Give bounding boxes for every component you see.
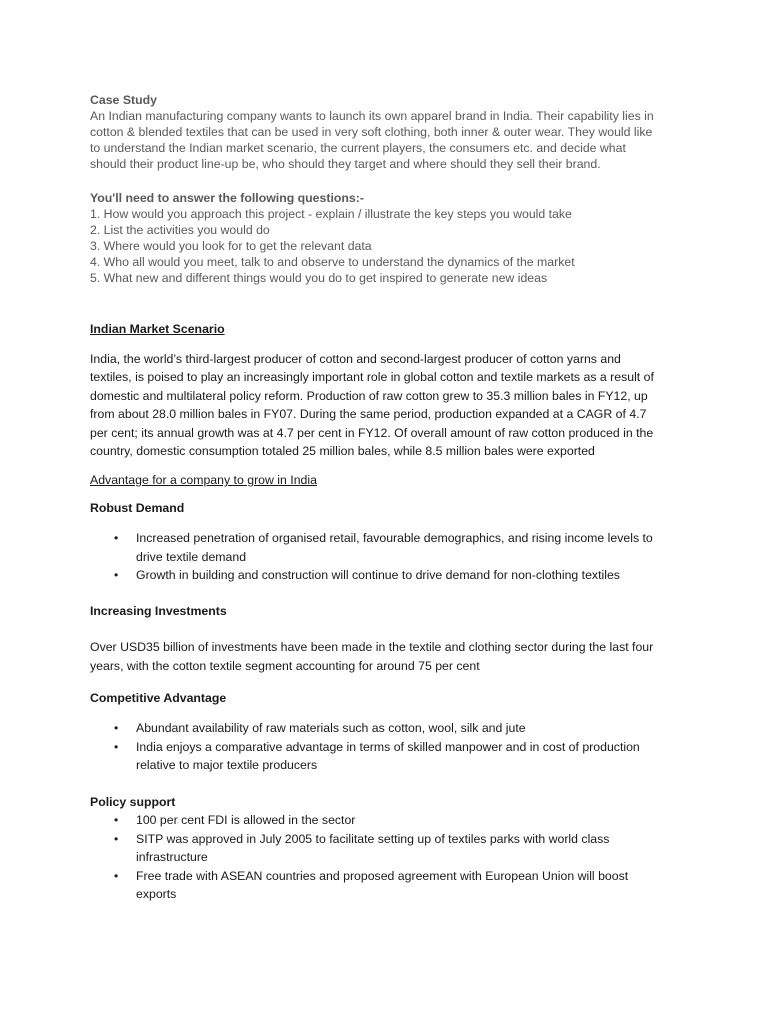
- list-item-line: infrastructure: [136, 850, 208, 864]
- policy-support-list: [90, 811, 690, 904]
- bullet-icon: •: [114, 868, 119, 883]
- list-item-line: 100 per cent FDI is allowed in the sector: [136, 813, 356, 827]
- market-paragraph-line: per cent; its annual growth was at 4.7 per cent in FY12. Of overall amount of raw cotton produced in the: [90, 425, 654, 440]
- bullet-icon: •: [114, 531, 119, 545]
- case-study-line: should their product line-up be, who should they target and where should they sell their brand.: [90, 157, 601, 171]
- bullet-icon: •: [114, 813, 119, 827]
- market-scenario-section: [90, 320, 690, 461]
- advantage-heading: Advantage for a company to grow in India: [90, 473, 317, 487]
- list-item-line: India enjoys a comparative advantage in terms of skilled manpower and in cost of production: [136, 739, 640, 754]
- bullet-icon: •: [114, 831, 119, 846]
- competitive-advantage-heading: Competitive Advantage: [90, 691, 227, 705]
- market-paragraph-line: textiles, is poised to play an increasingly important role in global cotton and textile markets as a result of: [90, 370, 654, 384]
- list-item: [90, 719, 690, 738]
- investments-heading: Increasing Investments: [90, 604, 227, 618]
- list-item: [90, 566, 690, 585]
- list-item: [90, 811, 690, 830]
- list-item-line: Free trade with ASEAN countries and proposed agreement with European Union will boost: [136, 868, 629, 883]
- question-item: 4. Who all would you meet, talk to and observe to understand the dynamics of the market: [90, 255, 575, 269]
- bullet-icon: •: [114, 739, 119, 754]
- market-scenario-heading: Indian Market Scenario: [90, 322, 225, 336]
- market-paragraph-line: India, the world’s third-largest producer of cotton and second-largest producer of cotton yarns and: [90, 351, 621, 366]
- question-item: 5. What new and different things would you do to get inspired to generate new ideas: [90, 271, 548, 285]
- list-item-line: Growth in building and construction will continue to drive demand for non-clothing textiles: [136, 568, 620, 582]
- robust-demand-heading: Robust Demand: [90, 501, 185, 515]
- list-item-line: relative to major textile producers: [136, 758, 318, 772]
- robust-demand-list: [90, 529, 690, 585]
- bullet-icon: •: [114, 568, 119, 582]
- case-study-section: [90, 92, 690, 286]
- list-item-line: SITP was approved in July 2005 to facilitate setting up of textiles parks with world class: [136, 831, 610, 846]
- question-item: 1. How would you approach this project - explain / illustrate the key steps you would take: [90, 207, 572, 221]
- questions-heading: You'll need to answer the following questions:-: [90, 191, 364, 205]
- policy-support-heading: Policy support: [90, 795, 176, 809]
- list-item-line: Increased penetration of organised retail, favourable demographics, and rising income levels to: [136, 531, 653, 545]
- question-item: 2. List the activities you would do: [90, 223, 270, 237]
- case-study-line: to understand the Indian market scenario, the current players, the consumers etc. and decide what: [90, 141, 626, 155]
- list-item: [90, 867, 690, 904]
- bullet-icon: •: [114, 721, 119, 735]
- investments-line: years, with the cotton textile segment accounting for around 75 per cent: [90, 658, 480, 673]
- list-item: [90, 830, 690, 867]
- list-item: [90, 529, 690, 566]
- list-item-line: drive textile demand: [136, 549, 247, 564]
- market-paragraph-line: domestic and multilateral policy reform. Production of raw cotton grew to 35.3 million bales in FY12, up: [90, 388, 648, 403]
- competitive-advantage-list: [90, 719, 690, 775]
- list-item-line: exports: [136, 887, 177, 901]
- investments-paragraph: [90, 638, 690, 675]
- case-study-line: cotton & blended textiles that can be used in very soft clothing, both inner & outer wear. They would like: [90, 125, 653, 139]
- case-study-heading: Case Study: [90, 93, 157, 107]
- list-item: [90, 738, 690, 775]
- list-item-line: Abundant availability of raw materials such as cotton, wool, silk and jute: [136, 721, 526, 735]
- case-study-line: An Indian manufacturing company wants to launch its own apparel brand in India. Their capability lies in: [90, 109, 654, 123]
- question-item: 3. Where would you look for to get the relevant data: [90, 239, 372, 253]
- investments-line: Over USD35 billion of investments have been made in the textile and clothing sector during the last four: [90, 640, 654, 654]
- market-paragraph-line: country, domestic consumption totaled 25 million bales, while 8.5 million bales were exported: [90, 444, 595, 458]
- market-paragraph-line: from about 28.0 million bales in FY07. During the same period, production expanded at a CAGR of 4.7: [90, 407, 647, 421]
